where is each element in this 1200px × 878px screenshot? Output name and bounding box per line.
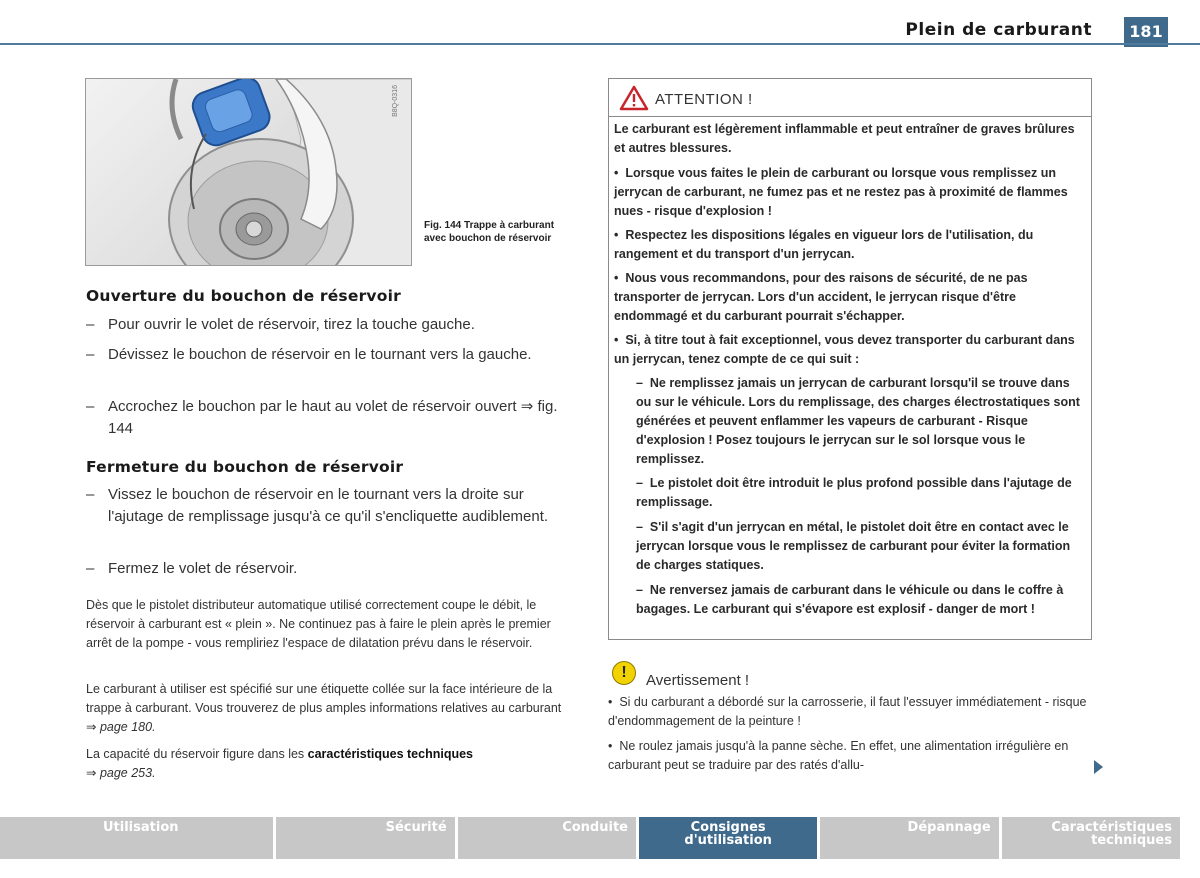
attention-title: ATTENTION ! bbox=[655, 91, 753, 108]
notice-bullet: • Si du carburant a débordé sur la carrosserie, il faut l'essuyer immédiatement - risque d'endommagement de la peinture ! bbox=[608, 695, 1087, 728]
opening-step: – Accrochez le bouchon par le haut au volet de réservoir ouvert ⇒ fig. 144 bbox=[86, 398, 558, 437]
tab-securite[interactable]: Sécurité bbox=[276, 817, 454, 859]
header-rule bbox=[0, 43, 1200, 45]
attention-bullet: • Respectez les dispositions légales en vigueur lors de l'utilisation, du rangement et du transport d'un jerrycan. bbox=[614, 228, 1034, 261]
body-paragraph: La capacité du réservoir figure dans les caractéristiques techniques ⇒ page 253. bbox=[86, 747, 474, 780]
closing-heading: Fermeture du bouchon de réservoir bbox=[86, 458, 404, 476]
tab-caracteristiques-techniques[interactable]: Caractéristiques techniques bbox=[1002, 817, 1180, 859]
opening-step: – Dévissez le bouchon de réservoir en le tournant vers la gauche. bbox=[86, 346, 532, 363]
figure-code: B8Q-0316 bbox=[392, 85, 399, 117]
attention-bullet: • Nous vous recommandons, pour des raisons de sécurité, de ne pas transporter de jerrycan. Lors d'un accident, le jerrycan risque d'être endommagé et du carburant pourrait s'échapper. bbox=[614, 271, 1028, 323]
attention-sub-item: – S'il s'agit d'un jerrycan en métal, le pistolet doit être en contact avec le jerrycan lorsque vous le remplissez de carburant pour éviter la formation de charges statiques. bbox=[636, 520, 1071, 572]
body-paragraph: Dès que le pistolet distributeur automatique utilisé correctement coupe le débit, le réservoir à carburant est « plein ». Ne continuez pas à faire le plein après le premier arrêt de la pompe - vous rempliriez l'espace de dilatation prévu dans le réservoir. bbox=[86, 598, 551, 650]
closing-step: – Vissez le bouchon de réservoir en le tournant vers la droite sur l'ajutage de remplissage jusqu'à ce qu'il s'encliquette audiblement. bbox=[86, 486, 549, 525]
attention-bullet: • Lorsque vous faites le plein de carburant ou lorsque vous remplissez un jerrycan de carburant, ne fumez pas et ne restez pas à proximité de flammes nues - risque d'explosion ! bbox=[614, 166, 1068, 218]
tab-depannage[interactable]: Dépannage bbox=[820, 817, 998, 859]
tab-conduite[interactable]: Conduite bbox=[458, 817, 636, 859]
attention-sub-item: – Ne renversez jamais de carburant dans le véhicule ou dans le coffre à bagages. Le carburant qui s'évapore est explosif - danger de mort ! bbox=[636, 583, 1064, 616]
continue-arrow-icon bbox=[1094, 760, 1103, 774]
figure-caption: Fig. 144 Trappe à carburant avec bouchon de réservoir bbox=[424, 220, 555, 244]
notice-bullet: • Ne roulez jamais jusqu'à la panne sèche. En effet, une alimentation irrégulière en carburant peut se traduire par des ratés d'allu- bbox=[608, 739, 1069, 772]
notice-title: Avertissement ! bbox=[646, 672, 750, 689]
warning-triangle-icon bbox=[619, 85, 649, 111]
fuel-cap-illustration bbox=[86, 79, 412, 266]
attention-sub-item: – Ne remplissez jamais un jerrycan de carburant lorsqu'il se trouve dans ou sur le véhicule. Lors du remplissage, des charges électrostatiques sont générées et peuvent enflammer les vapeurs de carburant - Risque d'explosion ! Posez toujours le jerrycan sur le sol lorsque vous le remplissez. bbox=[636, 376, 1080, 466]
page-number: 181 bbox=[1124, 17, 1168, 47]
closing-step: – Fermez le volet de réservoir. bbox=[86, 560, 298, 577]
tab-consignes-utilisation[interactable]: Consignes d'utilisation bbox=[639, 817, 817, 859]
opening-heading: Ouverture du bouchon de réservoir bbox=[86, 287, 401, 305]
nav-left-strip bbox=[0, 817, 85, 859]
attention-intro: Le carburant est légèrement inflammable et peut entraîner de graves brûlures et autres blessures. bbox=[614, 122, 1075, 155]
running-header-title: Plein de carburant bbox=[905, 20, 1092, 40]
tab-utilisation[interactable]: Utilisation bbox=[85, 817, 273, 859]
attention-sub-item: – Le pistolet doit être introduit le plus profond possible dans l'ajutage de remplissage. bbox=[636, 476, 1072, 509]
attention-bullet: • Si, à titre tout à fait exceptionnel, vous devez transporter du carburant dans un jerrycan, tenez compte de ce qui suit : bbox=[614, 333, 1075, 366]
notice-exclamation-icon: ! bbox=[612, 661, 636, 685]
fuel-flap-figure bbox=[85, 78, 412, 266]
chapter-tabs bbox=[85, 817, 1180, 859]
attention-header bbox=[609, 79, 1091, 117]
opening-step: – Pour ouvrir le volet de réservoir, tirez la touche gauche. bbox=[86, 316, 475, 333]
body-paragraph: Le carburant à utiliser est spécifié sur une étiquette collée sur la face intérieure de la trappe à carburant. Vous trouverez de plus amples informations relatives au carburant ⇒ page 180. bbox=[86, 682, 562, 734]
